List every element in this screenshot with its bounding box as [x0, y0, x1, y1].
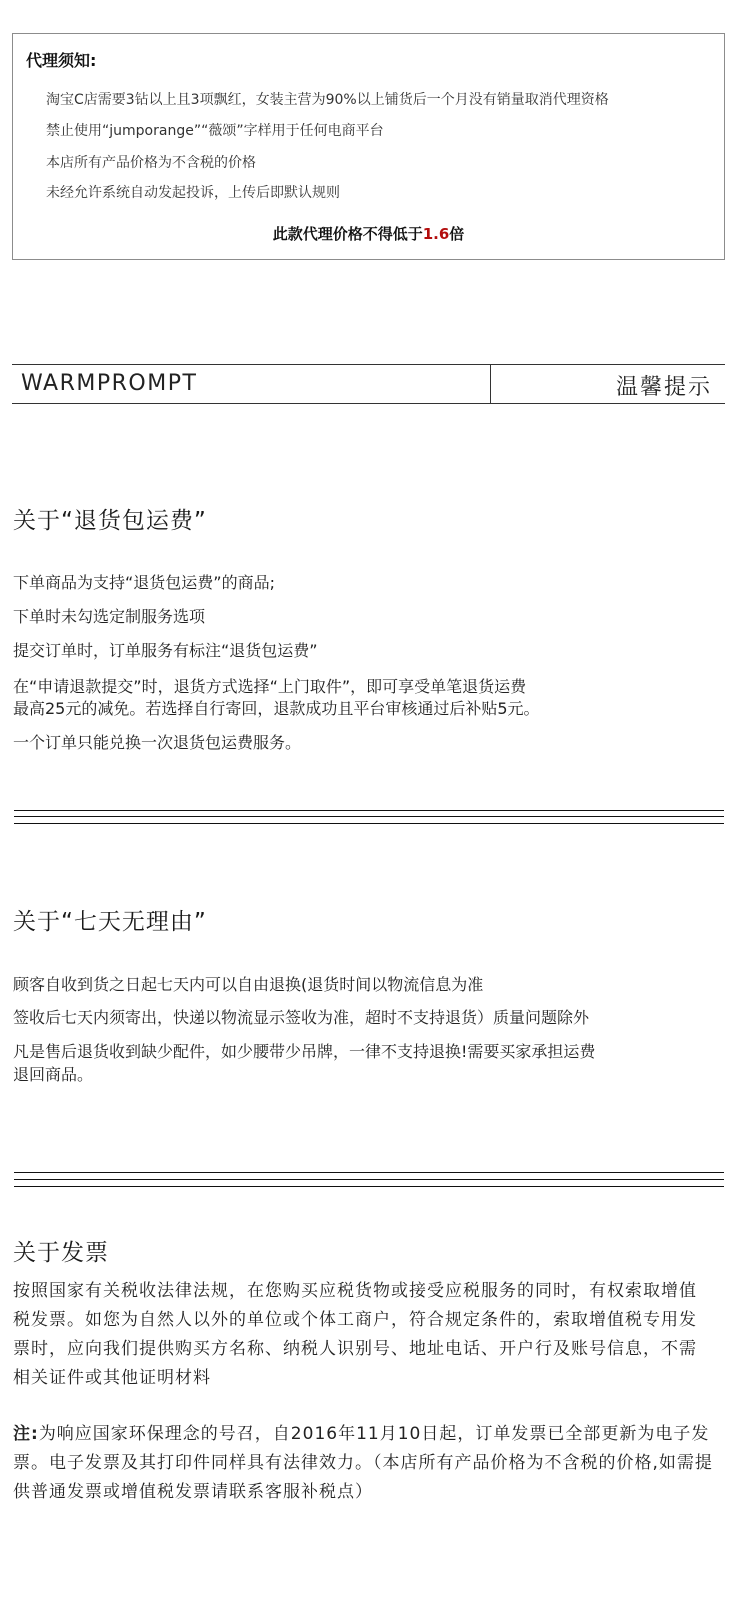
seven-days-line: 签收后七天内须寄出，快递以物流显示签收为准，超时不支持退货）质量问题除外: [13, 1008, 590, 1027]
section-divider-line: [14, 1172, 724, 1173]
return-shipping-line: 最高25元的减免。若选择自行寄回，退款成功且平台审核通过后补贴5元。: [13, 699, 540, 718]
warm-prompt-chinese: 温馨提示: [615, 375, 712, 400]
return-shipping-line: 下单商品为支持“退货包运费”的商品;: [13, 573, 275, 592]
agent-price-ratio: 1.6: [422, 225, 450, 243]
seven-days-line: 凡是售后退货收到缺少配件，如少腰带少吊牌，一律不支持退换!需要买家承担运费: [13, 1042, 596, 1061]
invoice-note-text: 为响应国家环保理念的号召，自2016年11月10日起，订单发票已全部更新为电子发票。电子发票及其打印件同样具有法律效力。（本店所有产品价格为不含税的价格,如需提供普通发票或增值税发票请联系客服补税点）: [13, 1424, 713, 1502]
seven-days-line: 顾客自收到货之日起七天内可以自由退换(退货时间以物流信息为准: [13, 975, 484, 994]
return-shipping-title: 关于“退货包运费”: [13, 508, 207, 534]
section-divider-line: [14, 810, 724, 811]
seven-days-title: 关于“七天无理由”: [13, 909, 207, 935]
agent-price-rule: [13, 223, 724, 244]
agent-notice-line: 淘宝C店需要3钻以上且3项飘红，女装主营为90%以上铺货后一个月没有销量取消代理资格: [46, 92, 609, 108]
invoice-paragraph: 按照国家有关税收法律法规，在您购买应税货物或接受应税服务的同时，有权索取增值税发票。如您为自然人以外的单位或个体工商户，符合规定条件的，索取增值税专用发票时，应向我们提供购买方名称、纳税人识别号、地址电话、开户行及账号信息，不需相关证件或其他证明材料: [13, 1281, 697, 1388]
warm-prompt-divider: [490, 365, 491, 403]
agent-notice-line: 禁止使用“jumporange”“薇颂”字样用于任何电商平台: [46, 123, 384, 139]
agent-price-suffix: 倍: [449, 225, 465, 243]
return-shipping-line: 下单时未勾选定制服务选项: [13, 607, 206, 626]
agent-notice-line: 本店所有产品价格为不含税的价格: [46, 155, 256, 171]
return-shipping-line: 一个订单只能兑换一次退货包运费服务。: [13, 733, 302, 752]
section-divider-line: [14, 823, 724, 824]
agent-notice-line: 未经允许系统自动发起投诉，上传后即默认规则: [46, 185, 340, 201]
warm-prompt-english: WARMPROMPT: [21, 371, 198, 396]
section-divider-line: [14, 1179, 724, 1180]
section-divider-line: [14, 816, 724, 817]
invoice-note: [13, 1420, 713, 1507]
return-shipping-line: 提交订单时，订单服务有标注“退货包运费”: [13, 641, 318, 660]
invoice-title: 关于发票: [13, 1240, 109, 1266]
agent-notice-box: [12, 33, 725, 260]
agent-notice-title: 代理须知:: [26, 51, 97, 70]
return-shipping-line: 在“申请退款提交”时，退货方式选择“上门取件”，即可享受单笔退货运费: [13, 677, 527, 696]
agent-price-prefix: 此款代理价格不得低于: [272, 225, 423, 243]
invoice-note-label: 注:: [13, 1424, 39, 1444]
section-divider-line: [14, 1186, 724, 1187]
seven-days-line: 退回商品。: [13, 1065, 94, 1084]
warm-prompt-banner: [12, 364, 725, 404]
